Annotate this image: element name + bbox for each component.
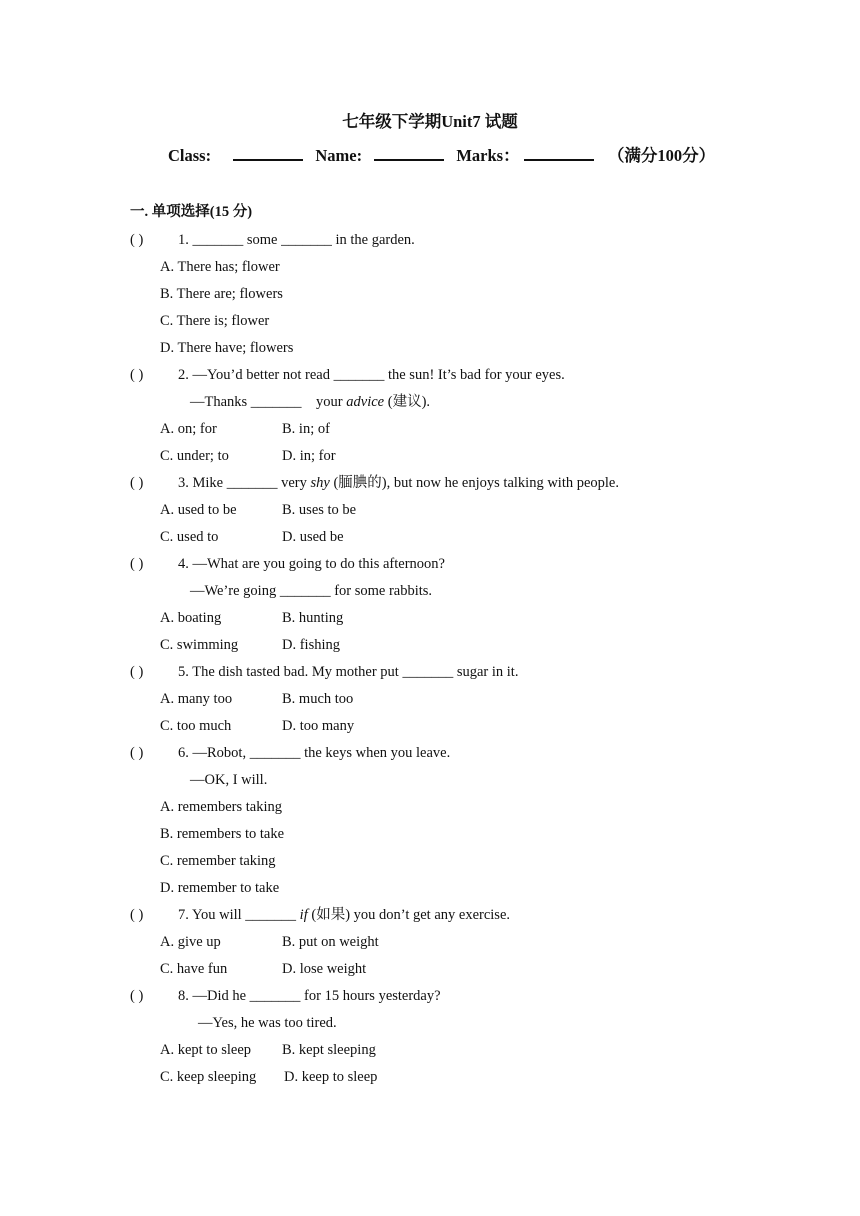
class-label: Class:	[168, 146, 212, 165]
question-stem: 3. Mike _______ very shy (腼腆的), but now he enjoys talking with people.	[178, 475, 619, 491]
option: C. remember taking	[160, 853, 276, 869]
page-title: 七年级下学期Unit7 试题	[342, 112, 518, 131]
option: B. put on weight	[282, 934, 379, 950]
answer-paren[interactable]: ( )	[130, 475, 144, 491]
answer-paren[interactable]: ( )	[130, 232, 144, 248]
option: A. boating	[160, 610, 222, 626]
option: B. kept sleeping	[282, 1042, 376, 1058]
header-fields	[168, 144, 715, 168]
option: C. keep sleeping	[160, 1069, 257, 1085]
question-reply: —We’re going _______ for some rabbits.	[190, 583, 433, 599]
option: A. used to be	[160, 502, 237, 518]
answer-paren[interactable]: ( )	[130, 907, 144, 923]
option: A. kept to sleep	[160, 1042, 252, 1058]
option: D. used be	[282, 529, 344, 545]
question-stem: 4. —What are you going to do this afternoon?	[178, 556, 445, 572]
name-label: Name:	[315, 146, 363, 165]
option: D. lose weight	[282, 961, 367, 977]
option: A. on; for	[160, 421, 217, 437]
question-stem: 8. —Did he _______ for 15 hours yesterday?	[178, 988, 441, 1004]
name-blank[interactable]	[374, 145, 444, 161]
question-stem: 6. —Robot, _______ the keys when you leave.	[178, 745, 451, 761]
option: D. in; for	[282, 448, 336, 464]
option: B. much too	[282, 691, 354, 707]
option: A. remembers taking	[160, 799, 283, 815]
question-reply: —OK, I will.	[190, 772, 268, 788]
option: A. give up	[160, 934, 221, 950]
question-reply: —Thanks _______ your advice (建议).	[190, 394, 431, 410]
option: A. There has; flower	[160, 259, 280, 275]
answer-paren[interactable]: ( )	[130, 367, 144, 383]
class-blank[interactable]	[233, 145, 303, 161]
option: A. many too	[160, 691, 233, 707]
option: B. remembers to take	[160, 826, 285, 842]
question-reply: —Yes, he was too tired.	[198, 1015, 337, 1031]
option: B. hunting	[282, 610, 344, 626]
option: B. in; of	[282, 421, 330, 437]
option: B. There are; flowers	[160, 286, 283, 302]
option: C. There is; flower	[160, 313, 270, 329]
option: D. fishing	[282, 637, 340, 653]
option: C. too much	[160, 718, 232, 734]
section-title: 一. 单项选择(15 分)	[130, 204, 253, 220]
total-score: （满分100分）	[607, 146, 716, 165]
option: C. used to	[160, 529, 219, 545]
option: C. have fun	[160, 961, 228, 977]
marks-blank[interactable]	[524, 145, 594, 161]
option: C. under; to	[160, 448, 229, 464]
option: D. remember to take	[160, 880, 280, 896]
marks-label: Marks：	[456, 146, 520, 165]
question-stem: 7. You will _______ if (如果) you don’t get any exercise.	[178, 907, 511, 923]
answer-paren[interactable]: ( )	[130, 988, 144, 1004]
question-stem: 5. The dish tasted bad. My mother put _______ sugar in it.	[178, 664, 519, 680]
option: B. uses to be	[282, 502, 357, 518]
question-stem: 1. _______ some _______ in the garden.	[178, 232, 415, 248]
option: C. swimming	[160, 637, 239, 653]
answer-paren[interactable]: ( )	[130, 664, 144, 680]
option: D. too many	[282, 718, 355, 734]
answer-paren[interactable]: ( )	[130, 745, 144, 761]
option: D. There have; flowers	[160, 340, 294, 356]
answer-paren[interactable]: ( )	[130, 556, 144, 572]
question-stem: 2. —You’d better not read _______ the sun! It’s bad for your eyes.	[178, 367, 565, 383]
option: D. keep to sleep	[284, 1069, 378, 1085]
